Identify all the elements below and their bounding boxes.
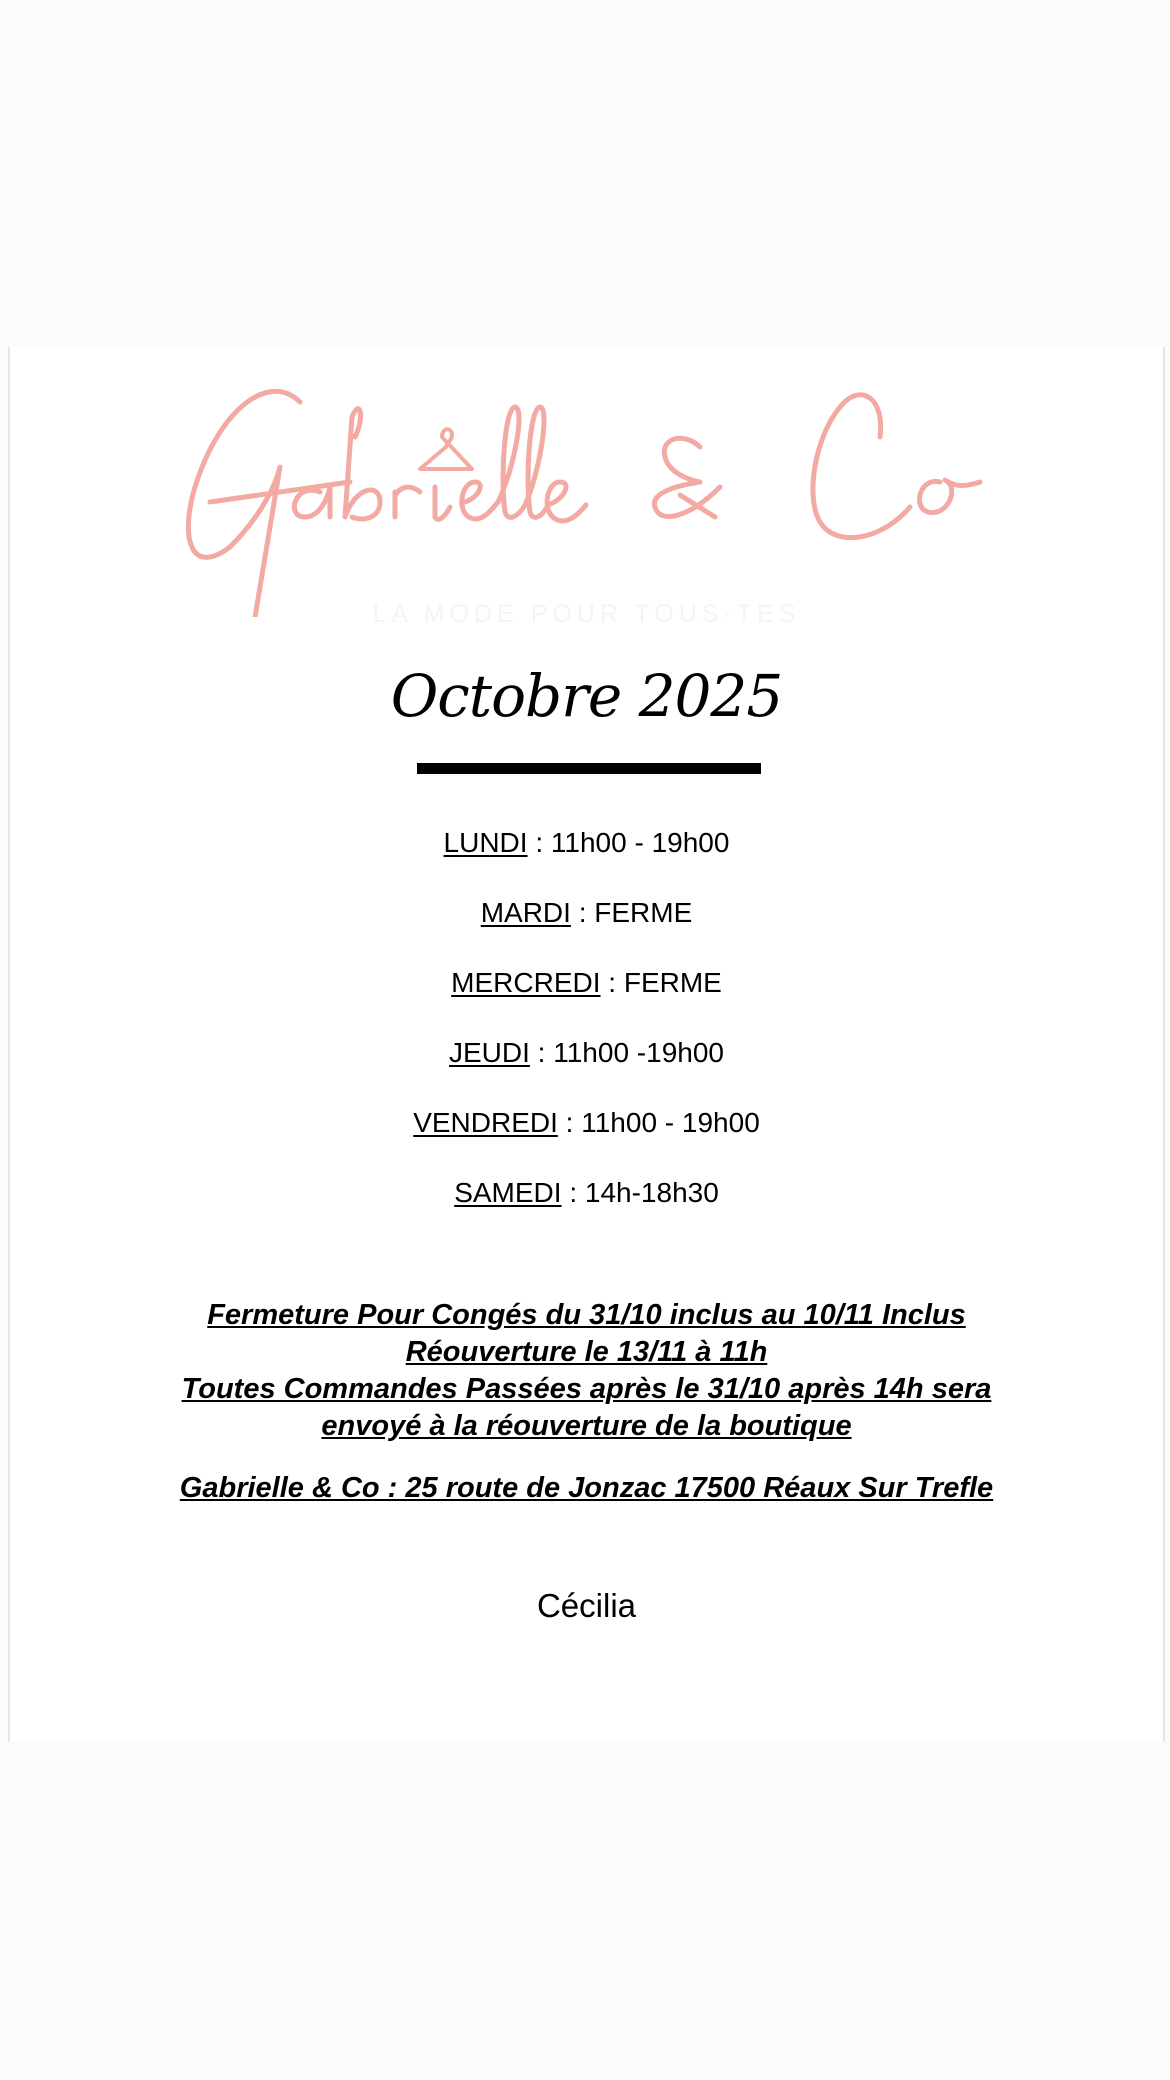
hours-value: : FERME: [570, 897, 693, 928]
gabrielle-co-logo: [180, 377, 1010, 617]
shop-address: Gabrielle & Co : 25 route de Jonzac 17500 Réaux Sur Trefle: [179, 1472, 994, 1504]
hours-row-vendredi: [10, 1107, 1163, 1177]
month-title: Octobre 2025: [390, 662, 783, 730]
hours-value: : 14h-18h30: [561, 1177, 719, 1208]
day-label: VENDREDI: [413, 1107, 558, 1138]
day-label: LUNDI: [443, 827, 528, 858]
day-label: MERCREDI: [451, 967, 601, 998]
day-label: MARDI: [480, 897, 571, 928]
hours-row-mercredi: [10, 967, 1163, 1037]
signature: Cécilia: [536, 1587, 637, 1624]
hours-row-jeudi: [10, 1037, 1163, 1107]
hours-row-lundi: [10, 827, 1163, 897]
day-label: JEUDI: [449, 1037, 530, 1068]
hours-value: : 11h00 - 19h00: [527, 827, 730, 858]
hours-row-mardi: [10, 897, 1163, 967]
logo-tagline: LA MODE POUR TOUS·TES: [372, 600, 801, 628]
notice-line: Toutes Commandes Passées après le 31/10 après 14h sera: [181, 1373, 992, 1405]
logo-script-graphic: [180, 377, 1010, 617]
hours-value: : FERME: [600, 967, 722, 998]
closure-notice: [10, 1297, 1163, 1445]
day-label: SAMEDI: [454, 1177, 562, 1208]
month-underline-rule: [417, 763, 761, 774]
notice-line: envoyé à la réouverture de la boutique: [321, 1410, 852, 1442]
notice-line: Fermeture Pour Congés du 31/10 inclus au 10/11 Inclus: [207, 1299, 966, 1331]
opening-hours-list: [10, 827, 1163, 1247]
schedule-document: [8, 347, 1165, 1742]
notice-line: Réouverture le 13/11 à 11h: [405, 1336, 768, 1368]
hours-value: : 11h00 - 19h00: [557, 1107, 760, 1138]
hours-value: : 11h00 -19h00: [529, 1037, 724, 1068]
hours-row-samedi: [10, 1177, 1163, 1247]
